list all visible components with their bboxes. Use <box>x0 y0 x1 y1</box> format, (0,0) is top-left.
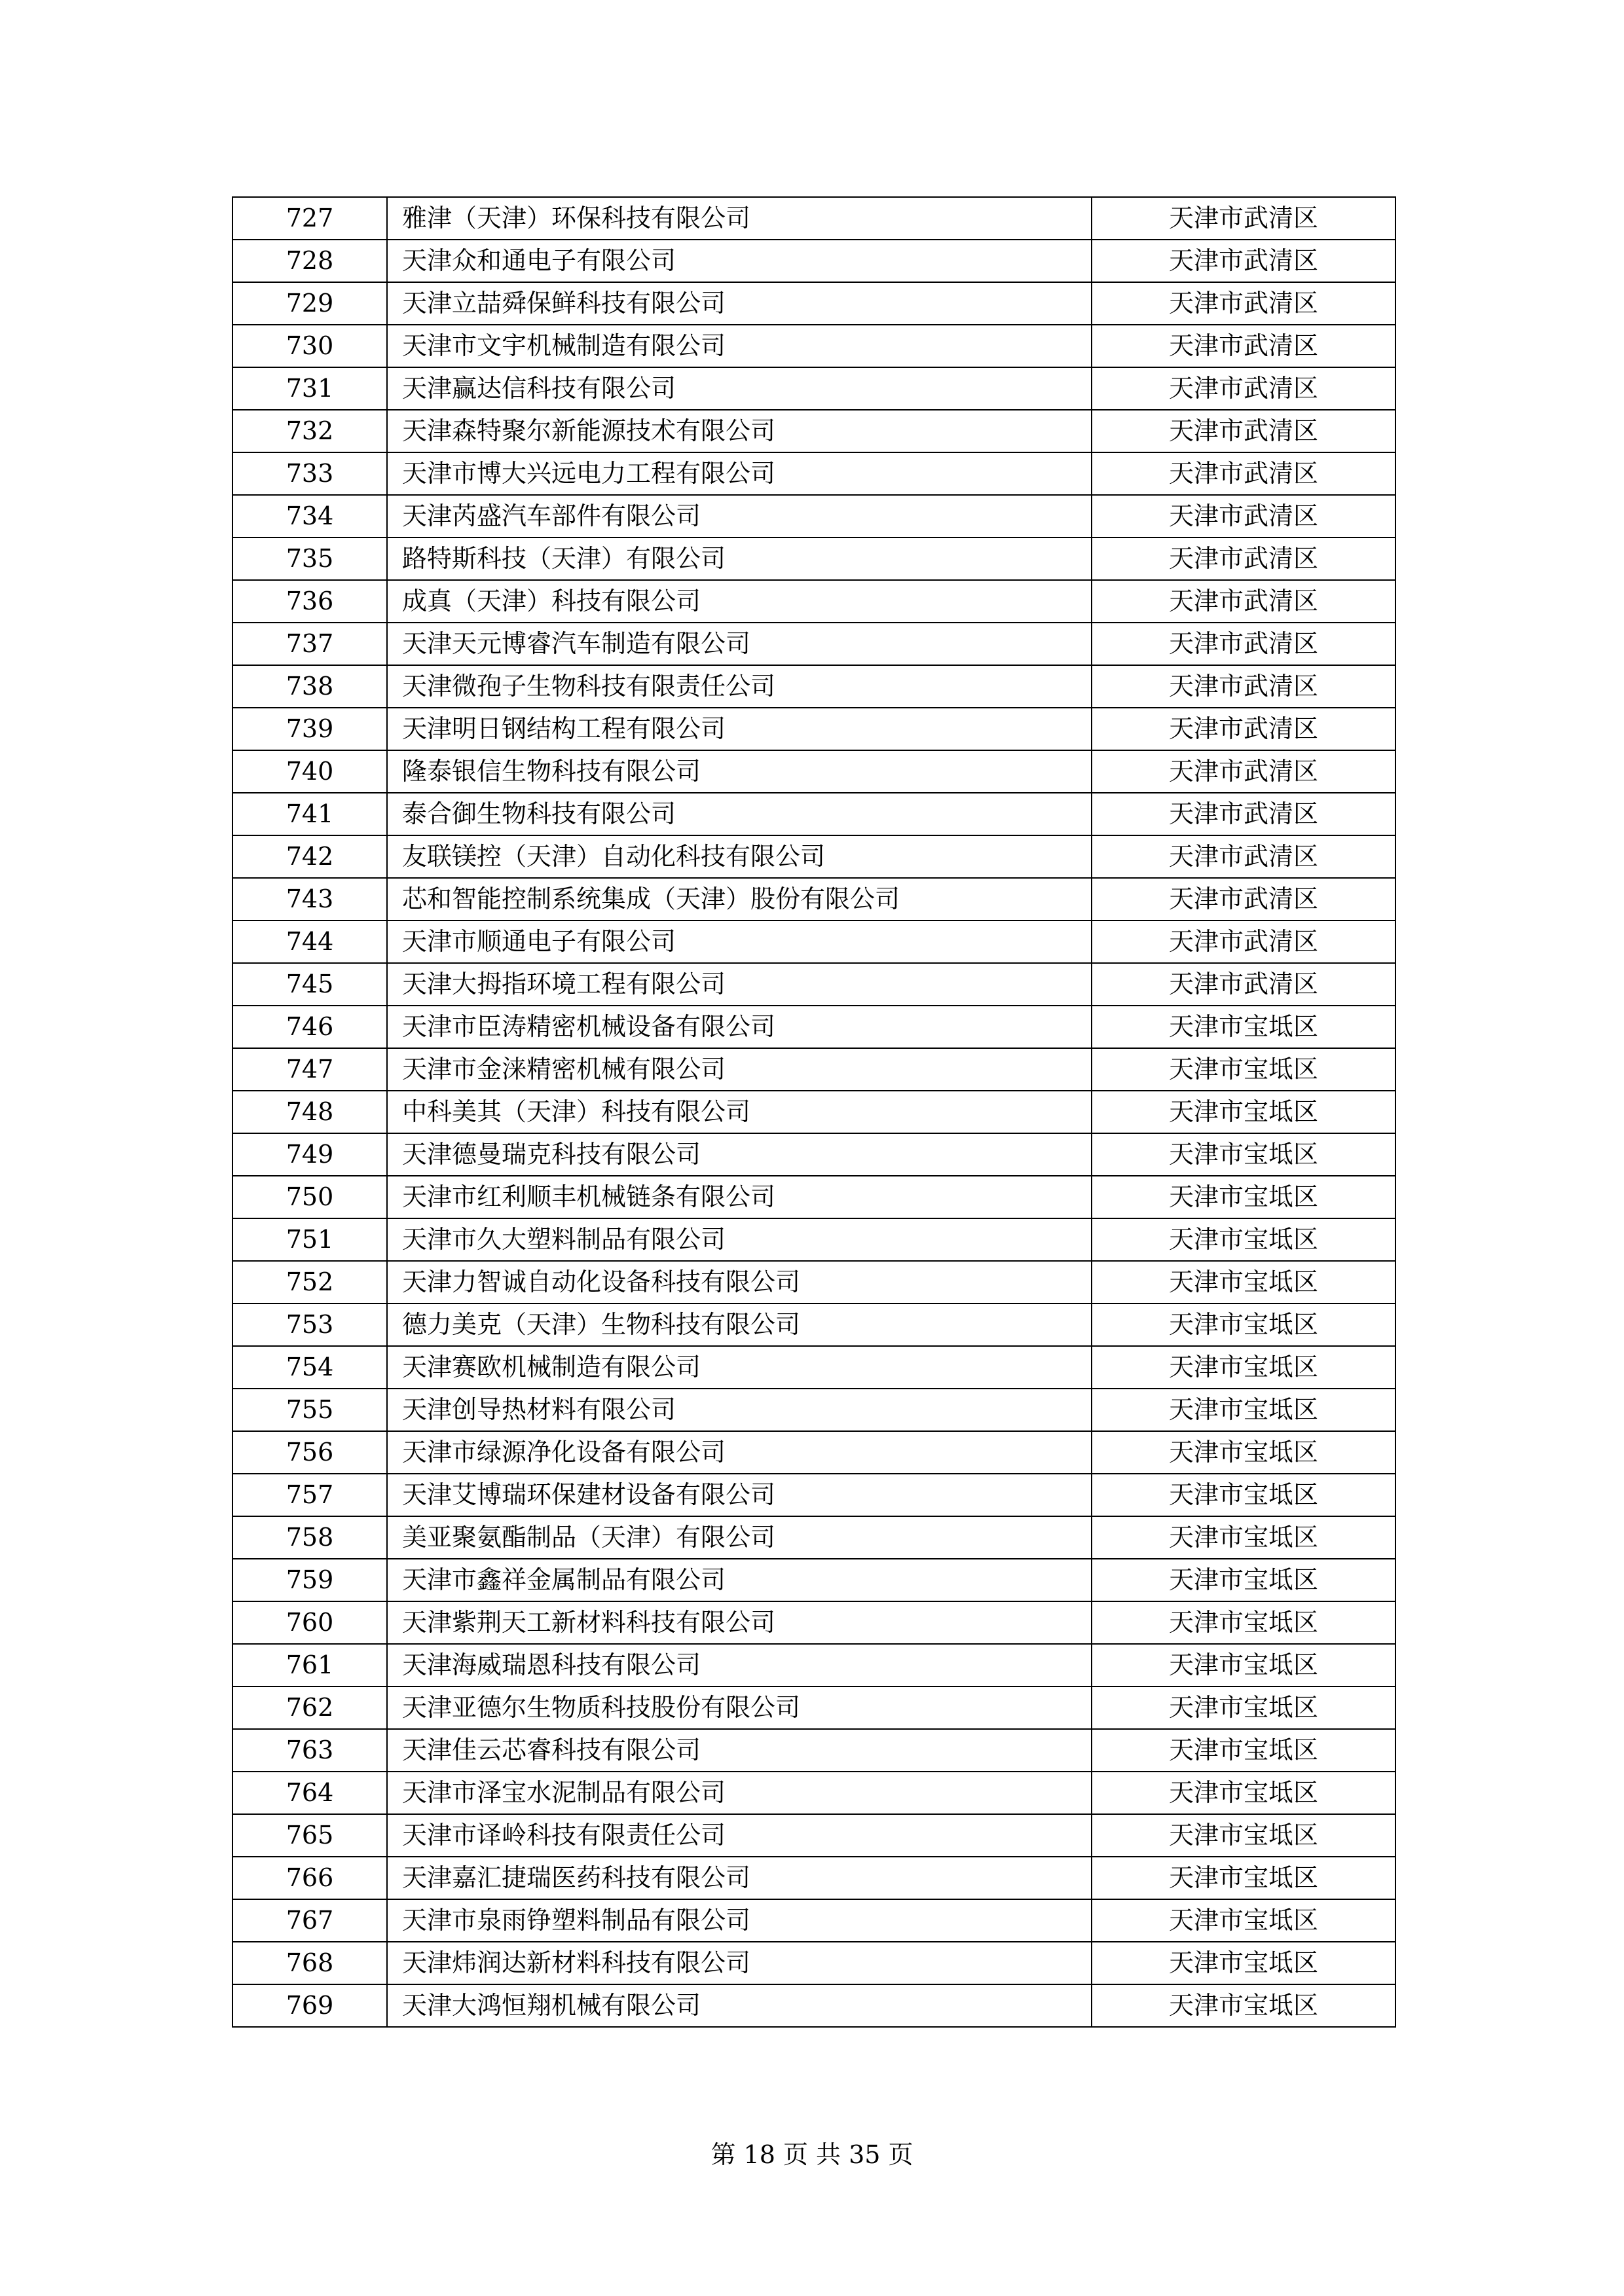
table-row <box>232 282 1395 325</box>
row-number-cell: 737 <box>232 623 387 665</box>
table-row <box>232 963 1395 1006</box>
table-row <box>232 197 1395 240</box>
company-name-cell: 成真（天津）科技有限公司 <box>387 580 1092 623</box>
table-row <box>232 325 1395 367</box>
district-cell: 天津市武清区 <box>1092 623 1395 665</box>
company-name-cell: 天津市泉雨铮塑料制品有限公司 <box>387 1899 1092 1942</box>
district-cell: 天津市武清区 <box>1092 538 1395 580</box>
table-row <box>232 580 1395 623</box>
company-name-cell: 天津市臣涛精密机械设备有限公司 <box>387 1006 1092 1048</box>
district-cell: 天津市武清区 <box>1092 835 1395 878</box>
table-row <box>232 1133 1395 1176</box>
table-row <box>232 1899 1395 1942</box>
company-name-cell: 天津市博大兴远电力工程有限公司 <box>387 452 1092 495</box>
row-number-cell: 727 <box>232 197 387 240</box>
district-cell: 天津市武清区 <box>1092 580 1395 623</box>
row-number-cell: 744 <box>232 920 387 963</box>
table-row <box>232 495 1395 538</box>
company-name-cell: 友联镁控（天津）自动化科技有限公司 <box>387 835 1092 878</box>
table-row <box>232 1176 1395 1218</box>
company-name-cell: 天津市译岭科技有限责任公司 <box>387 1814 1092 1857</box>
district-cell: 天津市宝坻区 <box>1092 1261 1395 1303</box>
district-cell: 天津市武清区 <box>1092 708 1395 750</box>
row-number-cell: 733 <box>232 452 387 495</box>
company-name-cell: 天津天元博睿汽车制造有限公司 <box>387 623 1092 665</box>
table-row <box>232 1048 1395 1091</box>
table-row <box>232 1261 1395 1303</box>
district-cell: 天津市宝坻区 <box>1092 1006 1395 1048</box>
company-name-cell: 天津赢达信科技有限公司 <box>387 367 1092 410</box>
row-number-cell: 751 <box>232 1218 387 1261</box>
company-name-cell: 天津紫荆天工新材料科技有限公司 <box>387 1601 1092 1644</box>
company-name-cell: 天津炜润达新材料科技有限公司 <box>387 1942 1092 1984</box>
district-cell: 天津市宝坻区 <box>1092 1303 1395 1346</box>
table-row <box>232 1091 1395 1133</box>
row-number-cell: 743 <box>232 878 387 920</box>
company-name-cell: 天津市鑫祥金属制品有限公司 <box>387 1559 1092 1601</box>
row-number-cell: 757 <box>232 1474 387 1516</box>
table-row <box>232 1857 1395 1899</box>
table-body <box>232 197 1395 2027</box>
company-name-cell: 天津市红利顺丰机械链条有限公司 <box>387 1176 1092 1218</box>
company-name-cell: 天津众和通电子有限公司 <box>387 240 1092 282</box>
table-row <box>232 1389 1395 1431</box>
table-row <box>232 1984 1395 2027</box>
company-name-cell: 天津芮盛汽车部件有限公司 <box>387 495 1092 538</box>
district-cell: 天津市武清区 <box>1092 793 1395 835</box>
table-row <box>232 1729 1395 1772</box>
row-number-cell: 763 <box>232 1729 387 1772</box>
table-row <box>232 1686 1395 1729</box>
table-row <box>232 1431 1395 1474</box>
row-number-cell: 762 <box>232 1686 387 1729</box>
page-number-footer: 第 18 页 共 35 页 <box>710 2140 913 2169</box>
district-cell: 天津市宝坻区 <box>1092 1814 1395 1857</box>
district-cell: 天津市宝坻区 <box>1092 1857 1395 1899</box>
company-name-cell: 天津创导热材料有限公司 <box>387 1389 1092 1431</box>
row-number-cell: 738 <box>232 665 387 708</box>
district-cell: 天津市宝坻区 <box>1092 1899 1395 1942</box>
company-name-cell: 隆泰银信生物科技有限公司 <box>387 750 1092 793</box>
row-number-cell: 731 <box>232 367 387 410</box>
district-cell: 天津市武清区 <box>1092 325 1395 367</box>
district-cell: 天津市宝坻区 <box>1092 1474 1395 1516</box>
company-name-cell: 天津德曼瑞克科技有限公司 <box>387 1133 1092 1176</box>
district-cell: 天津市宝坻区 <box>1092 1346 1395 1389</box>
district-cell: 天津市宝坻区 <box>1092 1559 1395 1601</box>
row-number-cell: 730 <box>232 325 387 367</box>
district-cell: 天津市武清区 <box>1092 410 1395 452</box>
district-cell: 天津市宝坻区 <box>1092 1686 1395 1729</box>
company-name-cell: 天津市顺通电子有限公司 <box>387 920 1092 963</box>
row-number-cell: 753 <box>232 1303 387 1346</box>
table-row <box>232 665 1395 708</box>
table-row <box>232 1644 1395 1686</box>
row-number-cell: 746 <box>232 1006 387 1048</box>
row-number-cell: 741 <box>232 793 387 835</box>
district-cell: 天津市宝坻区 <box>1092 1984 1395 2027</box>
district-cell: 天津市武清区 <box>1092 240 1395 282</box>
district-cell: 天津市宝坻区 <box>1092 1601 1395 1644</box>
row-number-cell: 732 <box>232 410 387 452</box>
table-row <box>232 1814 1395 1857</box>
district-cell: 天津市宝坻区 <box>1092 1431 1395 1474</box>
table-row <box>232 835 1395 878</box>
row-number-cell: 760 <box>232 1601 387 1644</box>
company-name-cell: 天津立喆舜保鲜科技有限公司 <box>387 282 1092 325</box>
company-name-cell: 天津佳云芯睿科技有限公司 <box>387 1729 1092 1772</box>
district-cell: 天津市宝坻区 <box>1092 1218 1395 1261</box>
row-number-cell: 761 <box>232 1644 387 1686</box>
row-number-cell: 745 <box>232 963 387 1006</box>
district-cell: 天津市宝坻区 <box>1092 1091 1395 1133</box>
row-number-cell: 764 <box>232 1772 387 1814</box>
company-name-cell: 天津大鸿恒翔机械有限公司 <box>387 1984 1092 2027</box>
district-cell: 天津市武清区 <box>1092 963 1395 1006</box>
district-cell: 天津市武清区 <box>1092 920 1395 963</box>
company-name-cell: 芯和智能控制系统集成（天津）股份有限公司 <box>387 878 1092 920</box>
row-number-cell: 750 <box>232 1176 387 1218</box>
district-cell: 天津市武清区 <box>1092 665 1395 708</box>
table-row <box>232 1303 1395 1346</box>
company-name-cell: 天津明日钢结构工程有限公司 <box>387 708 1092 750</box>
row-number-cell: 755 <box>232 1389 387 1431</box>
row-number-cell: 756 <box>232 1431 387 1474</box>
district-cell: 天津市武清区 <box>1092 367 1395 410</box>
row-number-cell: 740 <box>232 750 387 793</box>
company-name-cell: 天津海威瑞恩科技有限公司 <box>387 1644 1092 1686</box>
district-cell: 天津市宝坻区 <box>1092 1516 1395 1559</box>
table-row <box>232 452 1395 495</box>
table-row <box>232 1559 1395 1601</box>
row-number-cell: 728 <box>232 240 387 282</box>
row-number-cell: 729 <box>232 282 387 325</box>
district-cell: 天津市宝坻区 <box>1092 1644 1395 1686</box>
company-name-cell: 天津亚德尔生物质科技股份有限公司 <box>387 1686 1092 1729</box>
district-cell: 天津市宝坻区 <box>1092 1942 1395 1984</box>
district-cell: 天津市武清区 <box>1092 495 1395 538</box>
district-cell: 天津市宝坻区 <box>1092 1729 1395 1772</box>
row-number-cell: 739 <box>232 708 387 750</box>
company-name-cell: 天津市泽宝水泥制品有限公司 <box>387 1772 1092 1814</box>
company-name-cell: 天津嘉汇捷瑞医药科技有限公司 <box>387 1857 1092 1899</box>
table-row <box>232 1772 1395 1814</box>
row-number-cell: 752 <box>232 1261 387 1303</box>
table-row <box>232 410 1395 452</box>
district-cell: 天津市武清区 <box>1092 750 1395 793</box>
company-name-cell: 天津大拇指环境工程有限公司 <box>387 963 1092 1006</box>
table-row <box>232 367 1395 410</box>
table-row <box>232 878 1395 920</box>
row-number-cell: 734 <box>232 495 387 538</box>
row-number-cell: 735 <box>232 538 387 580</box>
row-number-cell: 747 <box>232 1048 387 1091</box>
table-row <box>232 708 1395 750</box>
company-name-cell: 德力美克（天津）生物科技有限公司 <box>387 1303 1092 1346</box>
district-cell: 天津市宝坻区 <box>1092 1176 1395 1218</box>
company-name-cell: 路特斯科技（天津）有限公司 <box>387 538 1092 580</box>
district-cell: 天津市宝坻区 <box>1092 1389 1395 1431</box>
row-number-cell: 748 <box>232 1091 387 1133</box>
table-row <box>232 1006 1395 1048</box>
table-row <box>232 750 1395 793</box>
row-number-cell: 749 <box>232 1133 387 1176</box>
row-number-cell: 758 <box>232 1516 387 1559</box>
table-row <box>232 1942 1395 1984</box>
company-name-cell: 天津市金涞精密机械有限公司 <box>387 1048 1092 1091</box>
row-number-cell: 759 <box>232 1559 387 1601</box>
district-cell: 天津市武清区 <box>1092 197 1395 240</box>
table-row <box>232 623 1395 665</box>
company-name-cell: 天津艾博瑞环保建材设备有限公司 <box>387 1474 1092 1516</box>
table-row <box>232 793 1395 835</box>
company-name-cell: 天津森特聚尔新能源技术有限公司 <box>387 410 1092 452</box>
company-name-cell: 天津市绿源净化设备有限公司 <box>387 1431 1092 1474</box>
company-name-cell: 泰合御生物科技有限公司 <box>387 793 1092 835</box>
company-name-cell: 天津市久大塑料制品有限公司 <box>387 1218 1092 1261</box>
company-name-cell: 中科美其（天津）科技有限公司 <box>387 1091 1092 1133</box>
company-name-cell: 天津微孢子生物科技有限责任公司 <box>387 665 1092 708</box>
table-row <box>232 1516 1395 1559</box>
district-cell: 天津市武清区 <box>1092 878 1395 920</box>
row-number-cell: 754 <box>232 1346 387 1389</box>
company-name-cell: 天津市文宇机械制造有限公司 <box>387 325 1092 367</box>
row-number-cell: 767 <box>232 1899 387 1942</box>
table-row <box>232 1218 1395 1261</box>
row-number-cell: 769 <box>232 1984 387 2027</box>
row-number-cell: 766 <box>232 1857 387 1899</box>
table-row <box>232 240 1395 282</box>
table-row <box>232 920 1395 963</box>
company-name-cell: 天津力智诚自动化设备科技有限公司 <box>387 1261 1092 1303</box>
district-cell: 天津市武清区 <box>1092 282 1395 325</box>
row-number-cell: 742 <box>232 835 387 878</box>
row-number-cell: 768 <box>232 1942 387 1984</box>
district-cell: 天津市宝坻区 <box>1092 1133 1395 1176</box>
district-cell: 天津市武清区 <box>1092 452 1395 495</box>
district-cell: 天津市宝坻区 <box>1092 1048 1395 1091</box>
row-number-cell: 736 <box>232 580 387 623</box>
row-number-cell: 765 <box>232 1814 387 1857</box>
company-name-cell: 雅津（天津）环保科技有限公司 <box>387 197 1092 240</box>
table-row <box>232 1346 1395 1389</box>
district-cell: 天津市宝坻区 <box>1092 1772 1395 1814</box>
table-row <box>232 538 1395 580</box>
company-list-table <box>232 196 1396 2028</box>
company-name-cell: 美亚聚氨酯制品（天津）有限公司 <box>387 1516 1092 1559</box>
table-row <box>232 1474 1395 1516</box>
table-row <box>232 1601 1395 1644</box>
company-name-cell: 天津赛欧机械制造有限公司 <box>387 1346 1092 1389</box>
